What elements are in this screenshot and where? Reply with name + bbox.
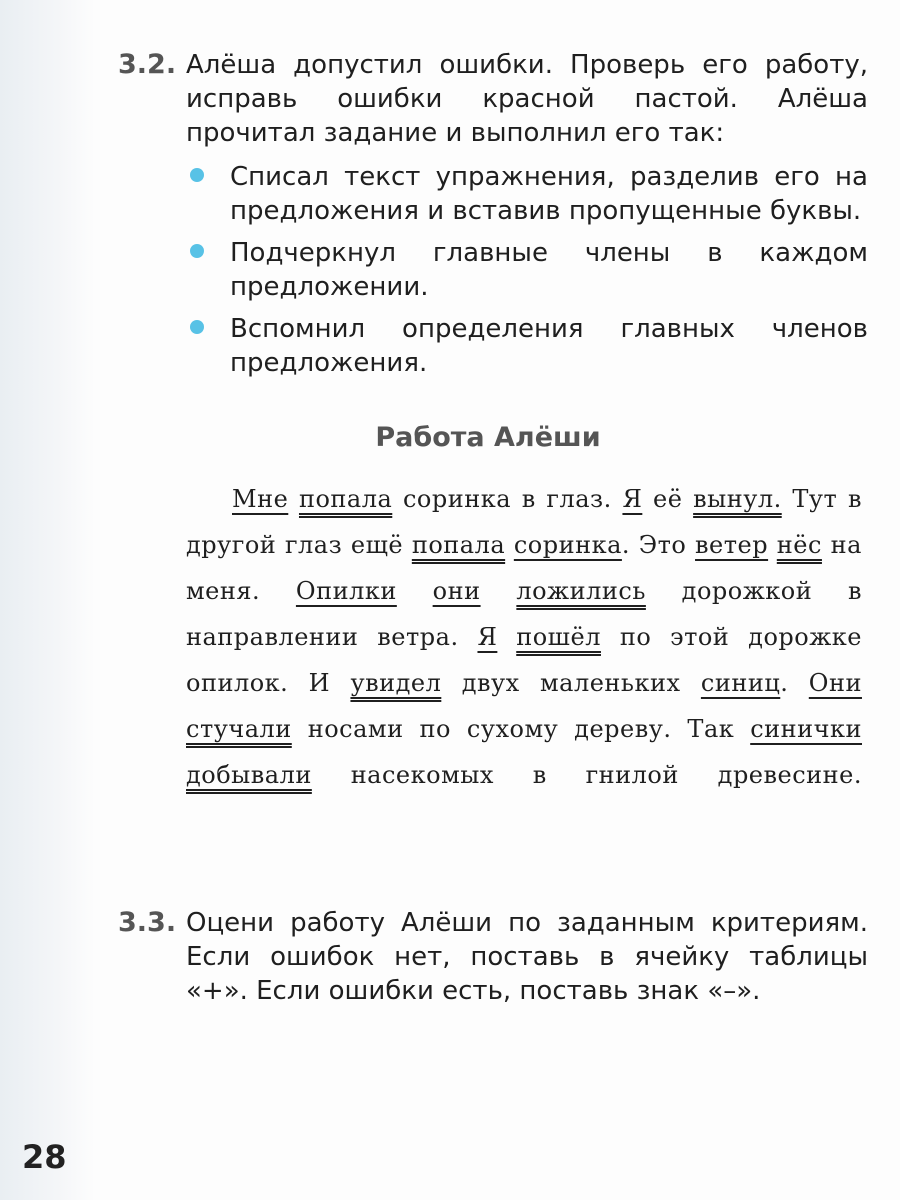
predicate-word: увидел bbox=[350, 669, 442, 697]
task-3-2 bbox=[118, 48, 868, 388]
predicate-word: ложились bbox=[516, 577, 646, 605]
task-number: 3.2. bbox=[118, 49, 177, 80]
list-item-text: Списал текст упражнения, разделив его на предложения и вставив пропущенные буквы. bbox=[230, 162, 868, 226]
task-text: Оцени работу Алёши по заданным критериям. Если ошибок нет, поставь в ячейку таблицы «+». Если ошибки есть, поставь знак «–». bbox=[186, 908, 868, 1006]
list-item bbox=[186, 160, 868, 228]
task-text: Алёша допустил ошибки. Проверь его работу, исправь ошибки красной пастой. Алёша прочитал задание и выполнил его так: bbox=[186, 50, 868, 148]
predicate-word: пошёл bbox=[516, 623, 601, 651]
list-item bbox=[186, 236, 868, 304]
subject-word: Я bbox=[622, 485, 643, 513]
plain-text: Тут в другой глаз ещё bbox=[186, 485, 863, 559]
work-paragraph bbox=[186, 476, 862, 798]
plain-text: . Это bbox=[621, 531, 687, 559]
page-number: 28 bbox=[22, 1138, 67, 1176]
subject-word: Они bbox=[808, 669, 862, 697]
subject-word: соринка bbox=[513, 531, 622, 559]
predicate-word: попала bbox=[411, 531, 506, 559]
plain-text: насекомых в гнилой древесине. bbox=[350, 761, 862, 789]
plain-text: . bbox=[780, 669, 789, 697]
list-item bbox=[186, 312, 868, 380]
bullet-dot-icon bbox=[190, 244, 204, 258]
bullet-dot-icon bbox=[190, 168, 204, 182]
plain-text: двух маленьких bbox=[461, 669, 681, 697]
subject-word: Мне bbox=[232, 485, 289, 513]
bullet-list bbox=[186, 160, 868, 380]
plain-text: соринка в глаз. bbox=[402, 485, 612, 513]
plain-text: её bbox=[653, 485, 683, 513]
subject-word: Я bbox=[477, 623, 498, 651]
predicate-word: нёс bbox=[776, 531, 822, 559]
bullet-dot-icon bbox=[190, 320, 204, 334]
task-number: 3.3. bbox=[118, 907, 177, 938]
predicate-word: стучали bbox=[186, 715, 292, 743]
subject-word: Опилки bbox=[295, 577, 397, 605]
work-title: Работа Алёши bbox=[375, 422, 601, 453]
plain-text: дорожкой в направлении ветра. bbox=[186, 577, 863, 651]
subject-word: они bbox=[432, 577, 481, 605]
plain-text: по этой дорожке опилок. И bbox=[186, 623, 862, 697]
predicate-word: добывали bbox=[186, 761, 312, 789]
predicate-word: вынул. bbox=[693, 485, 782, 513]
list-item-text: Подчеркнул главные члены в каждом предложении. bbox=[230, 238, 868, 302]
page-margin-shade bbox=[0, 0, 95, 1200]
subject-word: синички bbox=[750, 715, 862, 743]
list-item-text: Вспомнил определения главных членов предложения. bbox=[230, 314, 868, 378]
task-3-3 bbox=[118, 906, 868, 1008]
subject-word: синиц bbox=[700, 669, 781, 697]
work-text bbox=[186, 476, 862, 798]
predicate-word: попала bbox=[298, 485, 393, 513]
plain-text: на меня. bbox=[186, 531, 862, 605]
plain-text: носами по сухому дереву. Так bbox=[307, 715, 735, 743]
subject-word: ветер bbox=[695, 531, 769, 559]
